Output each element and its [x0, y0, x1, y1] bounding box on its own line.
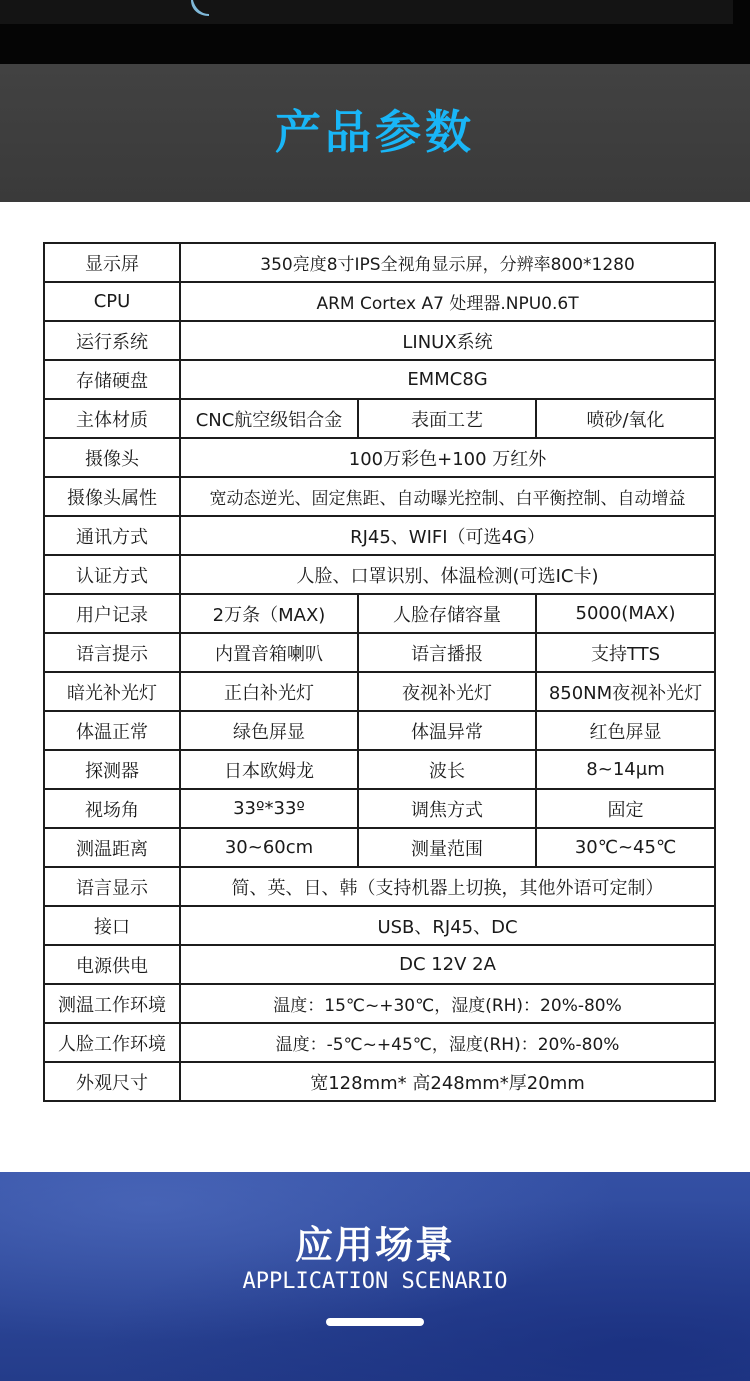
table-row — [44, 399, 715, 438]
spec-sub-label: 语言播报 — [358, 633, 536, 672]
spec-label: 用户记录 — [44, 594, 180, 633]
spec-value: 850NM夜视补光灯 — [536, 672, 715, 711]
spec-value: 红色屏显 — [536, 711, 715, 750]
spec-value: 5000(MAX) — [536, 594, 715, 633]
table-row — [44, 243, 715, 282]
top-banner-strip — [0, 0, 750, 64]
spec-sub-label: 表面工艺 — [358, 399, 536, 438]
table-row — [44, 360, 715, 399]
spec-label: 测温距离 — [44, 828, 180, 867]
spec-label: 测温工作环境 — [44, 984, 180, 1023]
spec-value: EMMC8G — [180, 360, 715, 399]
table-row — [44, 282, 715, 321]
table-row — [44, 945, 715, 984]
spec-value: 人脸、口罩识别、体温检测(可选IC卡) — [180, 555, 715, 594]
spec-value: 喷砂/氧化 — [536, 399, 715, 438]
device-edge-graphic — [191, 0, 209, 16]
top-banner-image — [0, 0, 733, 24]
section-header-specs — [0, 64, 750, 202]
spec-value: 日本欧姆龙 — [180, 750, 358, 789]
table-row — [44, 711, 715, 750]
spec-value: 正白补光灯 — [180, 672, 358, 711]
spec-sub-label: 测量范围 — [358, 828, 536, 867]
spec-sub-label: 调焦方式 — [358, 789, 536, 828]
spec-value: 宽128mm* 高248mm*厚20mm — [180, 1062, 715, 1101]
spec-value: LINUX系统 — [180, 321, 715, 360]
spec-value: 支持TTS — [536, 633, 715, 672]
spec-label: 运行系统 — [44, 321, 180, 360]
table-row — [44, 750, 715, 789]
spec-label: 存储硬盘 — [44, 360, 180, 399]
spec-label: CPU — [44, 282, 180, 321]
spec-value: ARM Cortex A7 处理器.NPU0.6T — [180, 282, 715, 321]
spec-value: 内置音箱喇叭 — [180, 633, 358, 672]
spec-value: 350亮度8寸IPS全视角显示屏，分辨率800*1280 — [180, 243, 715, 282]
table-row — [44, 672, 715, 711]
spec-value: 100万彩色+100 万红外 — [180, 438, 715, 477]
table-row — [44, 438, 715, 477]
spec-value: 30~60cm — [180, 828, 358, 867]
table-row — [44, 477, 715, 516]
table-row — [44, 906, 715, 945]
spec-table — [43, 242, 716, 1102]
spec-value: 33º*33º — [180, 789, 358, 828]
spec-value: 温度：-5℃~+45℃，湿度(RH)：20%-80% — [180, 1023, 715, 1062]
spec-label: 语言提示 — [44, 633, 180, 672]
table-row — [44, 1062, 715, 1101]
table-row — [44, 516, 715, 555]
spec-label: 体温正常 — [44, 711, 180, 750]
application-subtitle: APPLICATION SCENARIO — [242, 1269, 508, 1294]
spec-value: 温度：15℃~+30℃，湿度(RH)：20%-80% — [180, 984, 715, 1023]
spec-label: 主体材质 — [44, 399, 180, 438]
spec-label: 暗光补光灯 — [44, 672, 180, 711]
spec-value: USB、RJ45、DC — [180, 906, 715, 945]
spec-label: 外观尺寸 — [44, 1062, 180, 1101]
spec-value: 2万条（MAX) — [180, 594, 358, 633]
spec-value: 简、英、日、韩（支持机器上切换，其他外语可定制） — [180, 867, 715, 906]
spec-label: 认证方式 — [44, 555, 180, 594]
spec-sub-label: 人脸存储容量 — [358, 594, 536, 633]
spec-label: 通讯方式 — [44, 516, 180, 555]
spec-label: 接口 — [44, 906, 180, 945]
spec-value: RJ45、WIFI（可选4G） — [180, 516, 715, 555]
spec-label: 人脸工作环境 — [44, 1023, 180, 1062]
application-title: 应用场景 — [294, 1223, 455, 1267]
spec-value: DC 12V 2A — [180, 945, 715, 984]
spec-value: 固定 — [536, 789, 715, 828]
section-title: 产品参数 — [275, 105, 475, 159]
spec-label: 语言显示 — [44, 867, 180, 906]
table-row — [44, 594, 715, 633]
spec-value: 宽动态逆光、固定焦距、自动曝光控制、白平衡控制、自动增益 — [180, 477, 715, 516]
spec-label: 摄像头 — [44, 438, 180, 477]
application-scenario-banner — [0, 1172, 750, 1381]
decorative-underline — [326, 1318, 424, 1326]
table-row — [44, 789, 715, 828]
table-row — [44, 984, 715, 1023]
spec-sub-label: 夜视补光灯 — [358, 672, 536, 711]
spec-label: 电源供电 — [44, 945, 180, 984]
table-row — [44, 867, 715, 906]
spec-value: CNC航空级铝合金 — [180, 399, 358, 438]
spec-label: 视场角 — [44, 789, 180, 828]
table-row — [44, 828, 715, 867]
spec-label: 探测器 — [44, 750, 180, 789]
spec-sub-label: 体温异常 — [358, 711, 536, 750]
table-row — [44, 633, 715, 672]
spec-sub-label: 波长 — [358, 750, 536, 789]
spec-value: 30℃~45℃ — [536, 828, 715, 867]
spec-label: 显示屏 — [44, 243, 180, 282]
table-row — [44, 555, 715, 594]
table-row — [44, 1023, 715, 1062]
table-row — [44, 321, 715, 360]
spec-value: 8~14μm — [536, 750, 715, 789]
spec-label: 摄像头属性 — [44, 477, 180, 516]
spec-value: 绿色屏显 — [180, 711, 358, 750]
